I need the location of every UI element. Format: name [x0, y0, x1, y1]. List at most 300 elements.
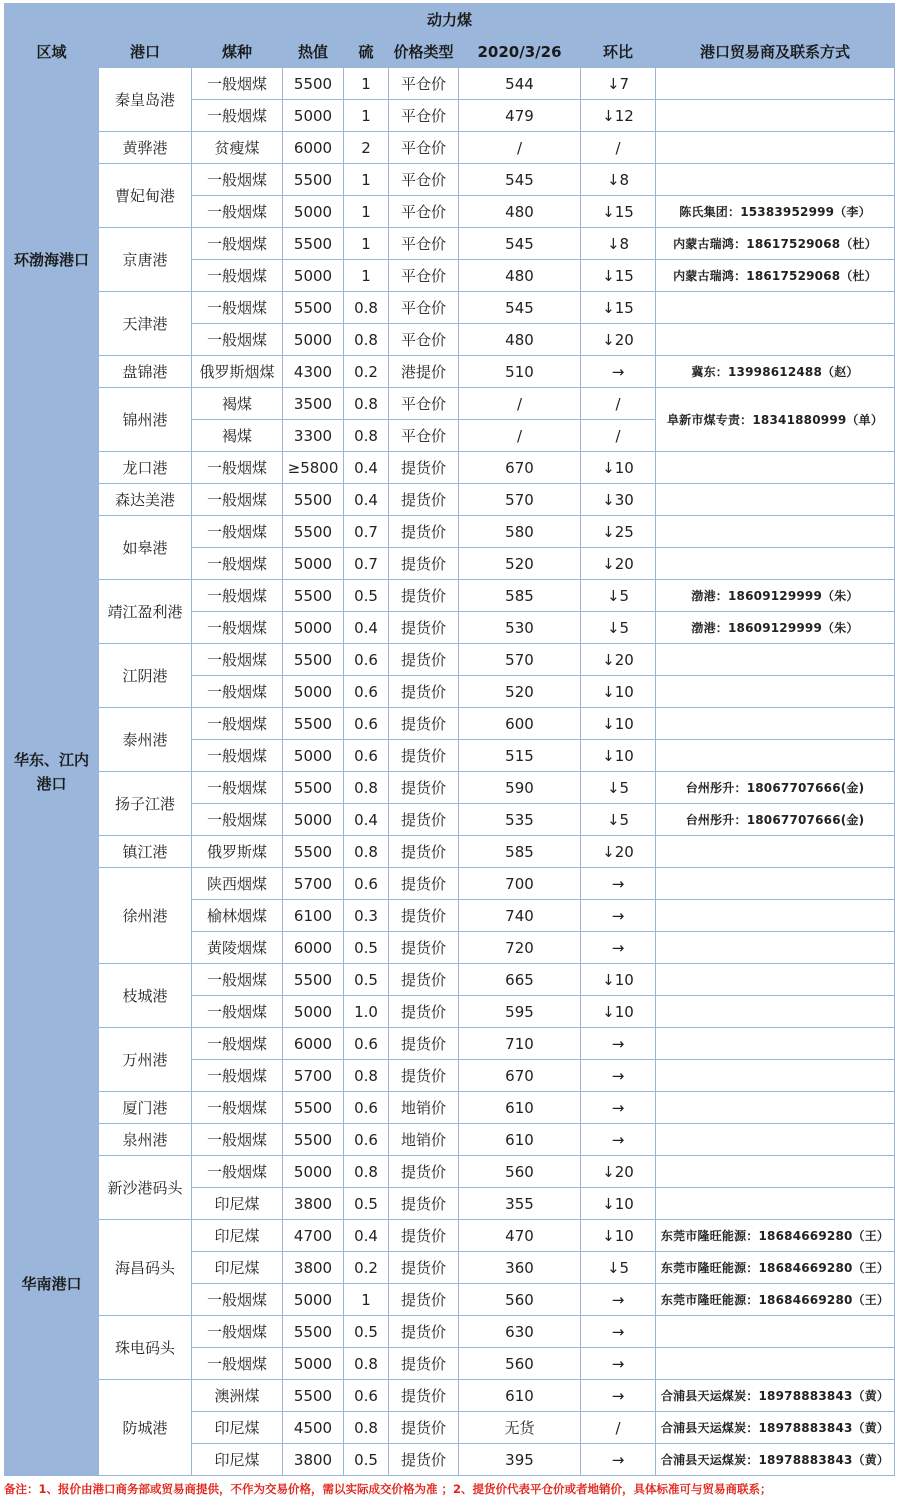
contact-cell: [656, 68, 895, 100]
heat-value-cell: 5500: [283, 1124, 344, 1156]
heat-value-cell: 5500: [283, 228, 344, 260]
coal-type-cell: 一般烟煤: [192, 68, 283, 100]
contact-cell: 东莞市隆旺能源：18684669280（王）: [656, 1252, 895, 1284]
heat-value-cell: 5500: [283, 1092, 344, 1124]
coal-type-cell: 一般烟煤: [192, 1028, 283, 1060]
change-cell: ↓10: [581, 1188, 656, 1220]
contact-cell: 台州彤升：18067707666(金): [656, 804, 895, 836]
change-cell: ↓15: [581, 260, 656, 292]
change-cell: →: [581, 1028, 656, 1060]
change-cell: ↓8: [581, 164, 656, 196]
coal-type-cell: 一般烟煤: [192, 164, 283, 196]
price-cell: 无货: [459, 1412, 581, 1444]
sulfur-cell: 0.5: [344, 1188, 389, 1220]
price-type-cell: 平仓价: [389, 100, 459, 132]
price-type-cell: 提货价: [389, 1060, 459, 1092]
price-type-cell: 提货价: [389, 1252, 459, 1284]
change-cell: ↓5: [581, 804, 656, 836]
table-row: [5, 1124, 895, 1156]
port-cell: 珠电码头: [99, 1316, 192, 1380]
heat-value-cell: 3800: [283, 1188, 344, 1220]
contact-cell: [656, 292, 895, 324]
price-type-cell: 提货价: [389, 708, 459, 740]
port-cell: 靖江盈利港: [99, 580, 192, 644]
price-cell: 585: [459, 836, 581, 868]
change-cell: →: [581, 1444, 656, 1476]
price-cell: 520: [459, 676, 581, 708]
heat-value-cell: 5000: [283, 260, 344, 292]
coal-type-cell: 褐煤: [192, 388, 283, 420]
price-type-cell: 提货价: [389, 1380, 459, 1412]
price-type-cell: 提货价: [389, 964, 459, 996]
sulfur-cell: 0.8: [344, 292, 389, 324]
contact-cell: 内蒙古瑞鸿：18617529068（杜）: [656, 228, 895, 260]
change-cell: →: [581, 900, 656, 932]
contact-cell: [656, 708, 895, 740]
sulfur-cell: 0.4: [344, 612, 389, 644]
coal-type-cell: 一般烟煤: [192, 708, 283, 740]
header-cell: 2020/3/26: [459, 36, 581, 68]
sulfur-cell: 0.5: [344, 1444, 389, 1476]
change-cell: →: [581, 1380, 656, 1412]
coal-type-cell: 一般烟煤: [192, 580, 283, 612]
footnote: 备注：1、报价由港口商务部或贸易商提供，不作为交易价格，需以实际成交价格为准 ；2、提货价代表平仓价或者地销价，具体标准可与贸易商联系；: [4, 1482, 772, 1496]
price-type-cell: 提货价: [389, 516, 459, 548]
contact-cell: [656, 644, 895, 676]
contact-cell: [656, 996, 895, 1028]
table-row: [5, 228, 895, 260]
coal-type-cell: 一般烟煤: [192, 516, 283, 548]
change-cell: →: [581, 1124, 656, 1156]
port-cell: 泉州港: [99, 1124, 192, 1156]
price-type-cell: 平仓价: [389, 292, 459, 324]
heat-value-cell: ≥5800: [283, 452, 344, 484]
change-cell: ↓10: [581, 676, 656, 708]
table-row: [5, 1092, 895, 1124]
price-cell: 560: [459, 1348, 581, 1380]
price-type-cell: 提货价: [389, 612, 459, 644]
table-row: [5, 868, 895, 900]
change-cell: ↓5: [581, 580, 656, 612]
contact-cell: [656, 132, 895, 164]
sulfur-cell: 0.8: [344, 836, 389, 868]
price-type-cell: 平仓价: [389, 196, 459, 228]
heat-value-cell: 5000: [283, 1156, 344, 1188]
heat-value-cell: 6000: [283, 132, 344, 164]
change-cell: ↓15: [581, 292, 656, 324]
price-cell: 720: [459, 932, 581, 964]
change-cell: /: [581, 388, 656, 420]
price-cell: 360: [459, 1252, 581, 1284]
sulfur-cell: 0.4: [344, 804, 389, 836]
price-cell: 580: [459, 516, 581, 548]
port-cell: 泰州港: [99, 708, 192, 772]
price-type-cell: 提货价: [389, 1348, 459, 1380]
price-type-cell: 平仓价: [389, 68, 459, 100]
price-cell: /: [459, 420, 581, 452]
heat-value-cell: 6100: [283, 900, 344, 932]
heat-value-cell: 5500: [283, 1380, 344, 1412]
port-cell: 锦州港: [99, 388, 192, 452]
coal-type-cell: 印尼煤: [192, 1444, 283, 1476]
coal-type-cell: 一般烟煤: [192, 1284, 283, 1316]
price-type-cell: 提货价: [389, 1316, 459, 1348]
sulfur-cell: 0.8: [344, 1060, 389, 1092]
price-type-cell: 提货价: [389, 1028, 459, 1060]
change-cell: ↓20: [581, 1156, 656, 1188]
change-cell: →: [581, 1348, 656, 1380]
change-cell: /: [581, 1412, 656, 1444]
header-row: [5, 36, 895, 68]
contact-cell: [656, 452, 895, 484]
table-title: 动力煤: [5, 4, 895, 36]
sulfur-cell: 0.8: [344, 324, 389, 356]
change-cell: ↓10: [581, 452, 656, 484]
heat-value-cell: 3500: [283, 388, 344, 420]
coal-price-table: [4, 3, 895, 1476]
price-type-cell: 平仓价: [389, 132, 459, 164]
change-cell: ↓20: [581, 836, 656, 868]
sulfur-cell: 0.6: [344, 1124, 389, 1156]
change-cell: →: [581, 1284, 656, 1316]
price-cell: 545: [459, 164, 581, 196]
heat-value-cell: 4500: [283, 1412, 344, 1444]
price-cell: 700: [459, 868, 581, 900]
change-cell: ↓5: [581, 1252, 656, 1284]
heat-value-cell: 5500: [283, 964, 344, 996]
coal-type-cell: 一般烟煤: [192, 644, 283, 676]
change-cell: ↓10: [581, 740, 656, 772]
price-cell: 570: [459, 644, 581, 676]
heat-value-cell: 5000: [283, 996, 344, 1028]
contact-cell: [656, 1156, 895, 1188]
price-type-cell: 提货价: [389, 1284, 459, 1316]
table-row: [5, 964, 895, 996]
price-cell: 630: [459, 1316, 581, 1348]
table-row: [5, 356, 895, 388]
price-type-cell: 地销价: [389, 1092, 459, 1124]
table-row: [5, 68, 895, 100]
sulfur-cell: 0.4: [344, 1220, 389, 1252]
coal-type-cell: 一般烟煤: [192, 772, 283, 804]
heat-value-cell: 5500: [283, 836, 344, 868]
sulfur-cell: 1: [344, 1284, 389, 1316]
price-cell: /: [459, 132, 581, 164]
price-type-cell: 提货价: [389, 1220, 459, 1252]
heat-value-cell: 5500: [283, 1316, 344, 1348]
contact-cell: 陈氏集团：15383952999（李）: [656, 196, 895, 228]
contact-cell: [656, 1316, 895, 1348]
price-type-cell: 平仓价: [389, 324, 459, 356]
table-row: [5, 772, 895, 804]
table-row: [5, 164, 895, 196]
change-cell: ↓20: [581, 548, 656, 580]
coal-type-cell: 印尼煤: [192, 1412, 283, 1444]
coal-type-cell: 一般烟煤: [192, 228, 283, 260]
contact-cell: 东莞市隆旺能源：18684669280（王）: [656, 1284, 895, 1316]
price-cell: 544: [459, 68, 581, 100]
sulfur-cell: 1.0: [344, 996, 389, 1028]
coal-type-cell: 印尼煤: [192, 1252, 283, 1284]
contact-cell: [656, 964, 895, 996]
table-row: [5, 388, 895, 420]
coal-type-cell: 一般烟煤: [192, 612, 283, 644]
sulfur-cell: 0.3: [344, 900, 389, 932]
sulfur-cell: 0.7: [344, 548, 389, 580]
sulfur-cell: 1: [344, 228, 389, 260]
coal-type-cell: 一般烟煤: [192, 292, 283, 324]
coal-type-cell: 陕西烟煤: [192, 868, 283, 900]
coal-type-cell: 一般烟煤: [192, 1124, 283, 1156]
coal-type-cell: 俄罗斯烟煤: [192, 356, 283, 388]
table-row: [5, 452, 895, 484]
price-cell: 355: [459, 1188, 581, 1220]
price-cell: 530: [459, 612, 581, 644]
price-type-cell: 港提价: [389, 356, 459, 388]
change-cell: →: [581, 356, 656, 388]
change-cell: ↓12: [581, 100, 656, 132]
sulfur-cell: 0.2: [344, 1252, 389, 1284]
price-type-cell: 提货价: [389, 644, 459, 676]
coal-type-cell: 一般烟煤: [192, 196, 283, 228]
sulfur-cell: 1: [344, 196, 389, 228]
sulfur-cell: 0.4: [344, 484, 389, 516]
price-cell: 670: [459, 1060, 581, 1092]
coal-type-cell: 一般烟煤: [192, 1092, 283, 1124]
price-type-cell: 提货价: [389, 836, 459, 868]
price-type-cell: 平仓价: [389, 420, 459, 452]
heat-value-cell: 5000: [283, 804, 344, 836]
contact-cell: [656, 484, 895, 516]
change-cell: ↓5: [581, 612, 656, 644]
price-type-cell: 提货价: [389, 1156, 459, 1188]
region-cell: 华南港口: [5, 1092, 99, 1476]
table-row: [5, 708, 895, 740]
port-cell: 扬子江港: [99, 772, 192, 836]
coal-type-cell: 澳洲煤: [192, 1380, 283, 1412]
heat-value-cell: 5000: [283, 196, 344, 228]
sulfur-cell: 0.7: [344, 516, 389, 548]
change-cell: ↓10: [581, 964, 656, 996]
change-cell: /: [581, 420, 656, 452]
change-cell: /: [581, 132, 656, 164]
coal-type-cell: 贫瘦煤: [192, 132, 283, 164]
price-cell: 670: [459, 452, 581, 484]
contact-cell: [656, 868, 895, 900]
change-cell: ↓20: [581, 644, 656, 676]
heat-value-cell: 5000: [283, 548, 344, 580]
price-cell: 610: [459, 1124, 581, 1156]
region-cell: 环渤海港口: [5, 68, 99, 452]
coal-type-cell: 印尼煤: [192, 1220, 283, 1252]
port-cell: 江阴港: [99, 644, 192, 708]
price-cell: 479: [459, 100, 581, 132]
heat-value-cell: 5700: [283, 868, 344, 900]
change-cell: ↓5: [581, 772, 656, 804]
contact-cell: 合浦县天运煤炭：18978883843（黄）: [656, 1380, 895, 1412]
heat-value-cell: 4300: [283, 356, 344, 388]
table-row: [5, 1028, 895, 1060]
price-cell: 480: [459, 324, 581, 356]
price-cell: 480: [459, 260, 581, 292]
table-row: [5, 292, 895, 324]
table-row: [5, 484, 895, 516]
change-cell: ↓15: [581, 196, 656, 228]
sulfur-cell: 0.4: [344, 452, 389, 484]
price-cell: 395: [459, 1444, 581, 1476]
price-type-cell: 提货价: [389, 1444, 459, 1476]
heat-value-cell: 5500: [283, 484, 344, 516]
change-cell: ↓30: [581, 484, 656, 516]
contact-cell: [656, 900, 895, 932]
price-cell: 480: [459, 196, 581, 228]
change-cell: →: [581, 932, 656, 964]
coal-type-cell: 一般烟煤: [192, 1156, 283, 1188]
price-cell: 710: [459, 1028, 581, 1060]
heat-value-cell: 5500: [283, 708, 344, 740]
sulfur-cell: 2: [344, 132, 389, 164]
price-type-cell: 提货价: [389, 548, 459, 580]
sulfur-cell: 0.6: [344, 1028, 389, 1060]
price-cell: 535: [459, 804, 581, 836]
price-cell: 585: [459, 580, 581, 612]
port-cell: 海昌码头: [99, 1220, 192, 1316]
heat-value-cell: 5700: [283, 1060, 344, 1092]
price-type-cell: 地销价: [389, 1124, 459, 1156]
heat-value-cell: 3800: [283, 1444, 344, 1476]
sulfur-cell: 0.8: [344, 1348, 389, 1380]
coal-type-cell: 一般烟煤: [192, 740, 283, 772]
header-cell: 环比: [581, 36, 656, 68]
contact-cell: [656, 164, 895, 196]
price-type-cell: 提货价: [389, 804, 459, 836]
port-cell: 京唐港: [99, 228, 192, 292]
heat-value-cell: 5500: [283, 68, 344, 100]
sulfur-cell: 0.2: [344, 356, 389, 388]
coal-type-cell: 榆林烟煤: [192, 900, 283, 932]
heat-value-cell: 4700: [283, 1220, 344, 1252]
contact-cell: [656, 100, 895, 132]
price-type-cell: 提货价: [389, 1188, 459, 1220]
sulfur-cell: 0.6: [344, 1092, 389, 1124]
sulfur-cell: 0.5: [344, 932, 389, 964]
price-cell: 520: [459, 548, 581, 580]
heat-value-cell: 5000: [283, 100, 344, 132]
heat-value-cell: 3800: [283, 1252, 344, 1284]
heat-value-cell: 5000: [283, 740, 344, 772]
contact-cell: 阜新市煤专责：18341880999（单）: [656, 388, 895, 452]
change-cell: →: [581, 1316, 656, 1348]
coal-type-cell: 俄罗斯煤: [192, 836, 283, 868]
sulfur-cell: 0.6: [344, 708, 389, 740]
table-row: [5, 516, 895, 548]
port-cell: 龙口港: [99, 452, 192, 484]
sulfur-cell: 0.5: [344, 964, 389, 996]
coal-type-cell: 褐煤: [192, 420, 283, 452]
heat-value-cell: 5000: [283, 676, 344, 708]
port-cell: 厦门港: [99, 1092, 192, 1124]
price-type-cell: 提货价: [389, 932, 459, 964]
coal-type-cell: 印尼煤: [192, 1188, 283, 1220]
sulfur-cell: 1: [344, 100, 389, 132]
price-cell: 545: [459, 292, 581, 324]
price-type-cell: 提货价: [389, 1412, 459, 1444]
contact-cell: [656, 740, 895, 772]
sulfur-cell: 0.8: [344, 772, 389, 804]
price-cell: 665: [459, 964, 581, 996]
change-cell: →: [581, 1092, 656, 1124]
table-row: [5, 580, 895, 612]
heat-value-cell: 5500: [283, 516, 344, 548]
price-cell: 560: [459, 1156, 581, 1188]
table-row: [5, 644, 895, 676]
contact-cell: 台州彤升：18067707666(金): [656, 772, 895, 804]
port-cell: 盘锦港: [99, 356, 192, 388]
coal-type-cell: 黄陵烟煤: [192, 932, 283, 964]
contact-cell: 合浦县天运煤炭：18978883843（黄）: [656, 1412, 895, 1444]
table-row: [5, 1156, 895, 1188]
sulfur-cell: 1: [344, 260, 389, 292]
coal-type-cell: 一般烟煤: [192, 1316, 283, 1348]
heat-value-cell: 5500: [283, 164, 344, 196]
contact-cell: [656, 1092, 895, 1124]
heat-value-cell: 6000: [283, 932, 344, 964]
table-row: [5, 1380, 895, 1412]
change-cell: ↓8: [581, 228, 656, 260]
table-row: [5, 1220, 895, 1252]
coal-type-cell: 一般烟煤: [192, 1060, 283, 1092]
contact-cell: [656, 516, 895, 548]
price-cell: 590: [459, 772, 581, 804]
price-cell: 610: [459, 1380, 581, 1412]
contact-cell: 合浦县天运煤炭：18978883843（黄）: [656, 1444, 895, 1476]
heat-value-cell: 5500: [283, 580, 344, 612]
price-type-cell: 提货价: [389, 868, 459, 900]
price-cell: 570: [459, 484, 581, 516]
price-type-cell: 提货价: [389, 676, 459, 708]
price-type-cell: 提货价: [389, 772, 459, 804]
price-cell: 545: [459, 228, 581, 260]
port-cell: 森达美港: [99, 484, 192, 516]
price-cell: 470: [459, 1220, 581, 1252]
contact-cell: 内蒙古瑞鸿：18617529068（杜）: [656, 260, 895, 292]
sulfur-cell: 0.6: [344, 1380, 389, 1412]
heat-value-cell: 6000: [283, 1028, 344, 1060]
heat-value-cell: 5500: [283, 644, 344, 676]
port-cell: 防城港: [99, 1380, 192, 1476]
price-cell: 595: [459, 996, 581, 1028]
port-cell: 天津港: [99, 292, 192, 356]
price-type-cell: 平仓价: [389, 228, 459, 260]
port-cell: 曹妃甸港: [99, 164, 192, 228]
coal-type-cell: 一般烟煤: [192, 260, 283, 292]
price-cell: 740: [459, 900, 581, 932]
coal-type-cell: 一般烟煤: [192, 452, 283, 484]
coal-type-cell: 一般烟煤: [192, 1348, 283, 1380]
sulfur-cell: 1: [344, 164, 389, 196]
price-type-cell: 平仓价: [389, 260, 459, 292]
coal-type-cell: 一般烟煤: [192, 964, 283, 996]
price-type-cell: 提货价: [389, 580, 459, 612]
sulfur-cell: 0.8: [344, 420, 389, 452]
sulfur-cell: 0.6: [344, 740, 389, 772]
sulfur-cell: 0.5: [344, 580, 389, 612]
contact-cell: [656, 1060, 895, 1092]
heat-value-cell: 5500: [283, 292, 344, 324]
table-row: [5, 132, 895, 164]
contact-cell: 渤港：18609129999（朱）: [656, 612, 895, 644]
coal-type-cell: 一般烟煤: [192, 100, 283, 132]
